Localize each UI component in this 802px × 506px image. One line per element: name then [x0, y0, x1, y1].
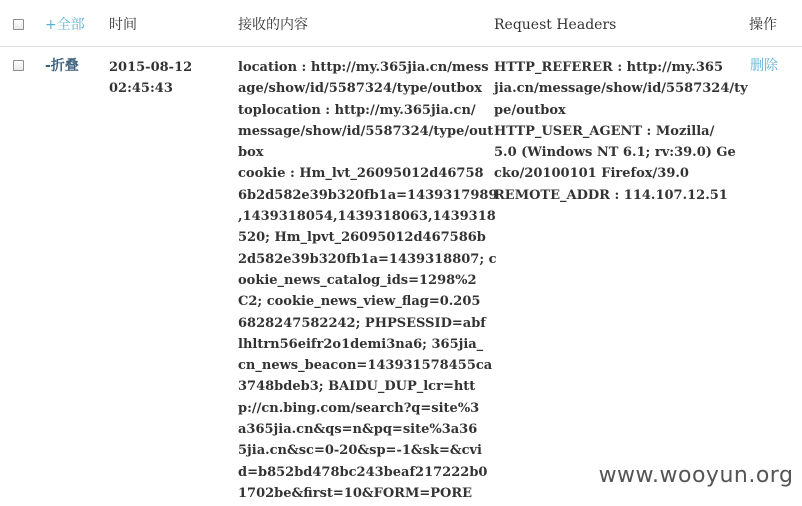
watermark-text: www.wooyun.org — [590, 460, 802, 492]
header-line: 5.0 (Windows NT 6.1; rv:39.0) Ge — [494, 145, 736, 161]
header-line: pe/outbox — [494, 102, 566, 118]
time-cell — [109, 57, 229, 100]
expand-all-link[interactable]: +全部 — [45, 17, 85, 33]
time-clock: 02:45:43 — [109, 81, 173, 97]
header-line: jia.cn/message/show/id/5587324/ty — [494, 81, 748, 97]
content-line: ookie_news_catalog_ids=1298%2 — [238, 272, 477, 288]
header-line: HTTP_USER_AGENT : Mozilla/ — [494, 123, 715, 139]
header-line: HTTP_REFERER : http://my.365 — [494, 60, 723, 75]
content-line: 5jia.cn&sc=0-20&sp=-1&sk=&cvi — [238, 443, 482, 459]
content-line: location : http://my.365jia.cn/mess — [238, 60, 489, 75]
request-headers-column-header: Request Headers — [494, 17, 617, 33]
action-column-header: 操作 — [749, 17, 777, 33]
time-column-header: 时间 — [109, 17, 137, 33]
content-line: box — [238, 145, 264, 161]
content-line: age/show/id/5587324/type/outbox — [238, 81, 483, 97]
content-line: 1702be&first=10&FORM=PORE — [238, 485, 473, 501]
time-date: 2015-08-12 — [109, 60, 193, 75]
content-line: toplocation : http://my.365jia.cn/ — [238, 102, 476, 118]
select-all-checkbox[interactable] — [13, 19, 24, 30]
header-line: REMOTE_ADDR : 114.107.12.51 — [494, 187, 728, 203]
content-line: 520; Hm_lpvt_26095012d467586b — [238, 230, 486, 246]
content-line: 3748bdeb3; BAIDU_DUP_lcr=htt — [238, 379, 476, 395]
received-content-cell — [238, 57, 498, 504]
content-line: message/show/id/5587324/type/out — [238, 123, 494, 139]
table-row — [0, 47, 802, 506]
collapse-row-link[interactable]: -折叠 — [45, 58, 79, 74]
header-line: cko/20100101 Firefox/39.0 — [494, 166, 689, 182]
content-line: cn_news_beacon=143931578455ca — [238, 358, 493, 374]
row-checkbox[interactable] — [13, 60, 24, 71]
content-line: cookie : Hm_lvt_26095012d46758 — [238, 166, 484, 182]
content-line: ,1439318054,1439318063,1439318 — [238, 209, 496, 225]
content-line: lhltrn56eifr2o1demi3na6; 365jia_ — [238, 336, 484, 352]
request-headers-cell — [494, 57, 748, 206]
content-line: 6b2d582e39b320fb1a=1439317989 — [238, 187, 498, 203]
content-line: p://cn.bing.com/search?q=site%3 — [238, 400, 480, 416]
content-line: C2; cookie_news_view_flag=0.205 — [238, 294, 481, 310]
content-line: a365jia.cn&qs=n&pq=site%3a36 — [238, 422, 478, 438]
delete-link[interactable]: 删除 — [750, 58, 778, 74]
table-header — [0, 0, 802, 47]
content-line: 6828247582242; PHPSESSID=abf — [238, 315, 486, 331]
content-line: d=b852bd478bc243beaf217222b0 — [238, 464, 488, 480]
content-column-header: 接收的内容 — [238, 17, 308, 33]
content-line: 2d582e39b320fb1a=1439318807; c — [238, 251, 497, 267]
